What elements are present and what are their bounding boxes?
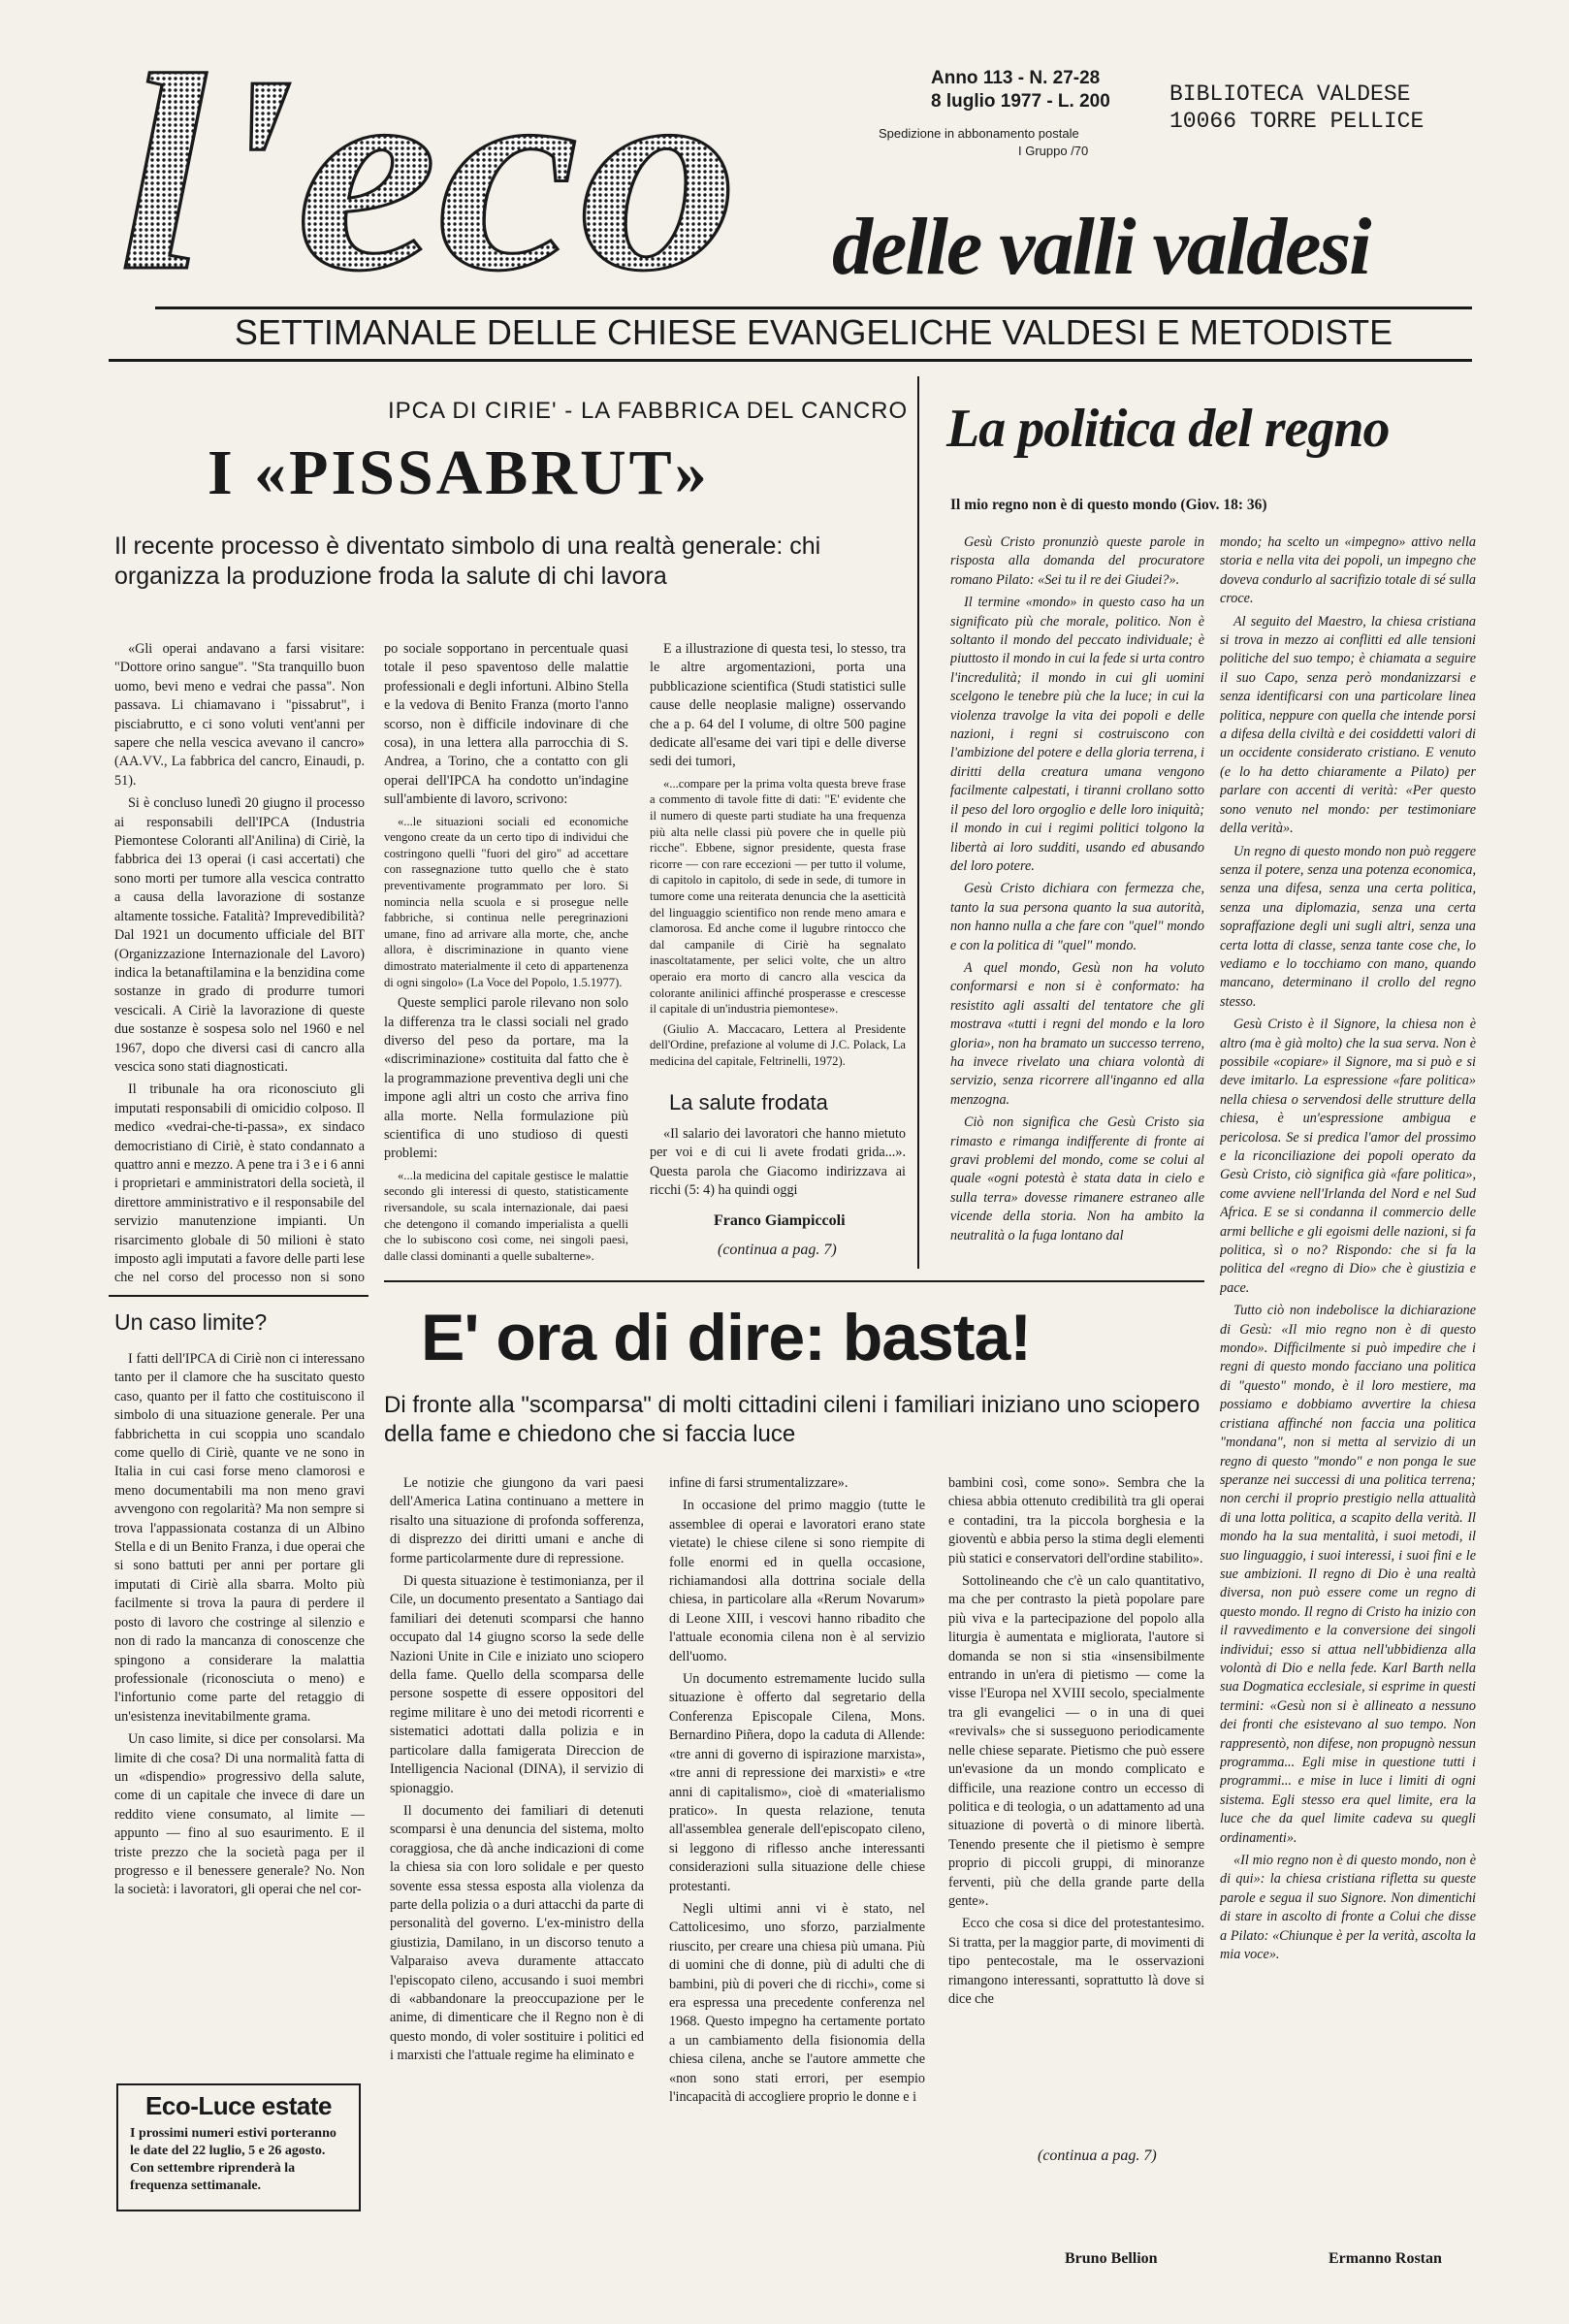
article1-author: Franco Giampiccoli <box>714 1212 846 1229</box>
eco-luce-box <box>116 2083 361 2211</box>
library-stamp-line1: BIBLIOTECA VALDESE <box>1169 81 1411 107</box>
article4-col2 <box>669 1474 925 2270</box>
article2-headline: La politica del regno <box>946 399 1390 459</box>
article3-p1: I fatti dell'IPCA di Ciriè non ci interessano tanto per il clamore che ha suscitato questo caso, quanto per il fatto che costituiscono il simbolo di una situazione generale. Per una fabbrichetta in cui scoppia uno scandalo come quello di Ciriè, quante ve ne sono in Italia in cui casi forse meno clamorosi e meno documentabili ma non meno gravi avvengono con regolarità? Ma non sempre si trova l'appassionata costanza di un Albino Stella e di un Benito Franza, i due operai che si sono battuti per anni per portare gli imputati di Ciriè alla sbarra. Molto più facilmente si trova la paura di perdere il posto di lavoro che costringe al silenzio e non di rado la mancanza di conoscenze che spingono a considerare la malattia professionale (riconosciuta o meno) e l'infortunio come parte del retaggio di un'esistenza inevitabilmente grama. <box>114 1351 365 1725</box>
issue-date: 8 luglio 1977 - L. 200 <box>931 91 1110 112</box>
article2-col2-p2: Al seguito del Maestro, la chiesa cristiana si trova in mezzo ai conflitti ed alle tensioni politiche del suo tempo; è chiamata a seguire il suo Capo, senza però mondanizzarsi e senza identificarsi con una particolare linea politica, neppure con quella che intende porsi a difesa della civiltà e dei cosiddetti valori di un occidente considerato cristiano. E venuto (e lo ha detto chiaramente a Pilato) per parlare con accenti di verità: «Per questo sono venuto nel mondo: per testimoniare della verità». <box>1220 613 1476 837</box>
article2-col1-p5: Ciò non significa che Gesù Cristo sia rimasto e rimanga indifferente di fronte ai gravi problemi del mondo, come se colui al quale «ogni potestà è stata data in cielo e sulla terra» dovesse rimanere estraneo alle vicende della storia. Non ha ambito la neutralità o la fuga lontano dal <box>950 1114 1204 1243</box>
eco-luce-text: I prossimi numeri estivi porteranno le date del 22 luglio, 5 e 26 agosto. Con settembre riprenderà la frequenza settimanale. <box>130 2126 336 2193</box>
article4-continuation: (continua a pag. 7) <box>1038 2147 1157 2164</box>
article1-col3-p1: E a illustrazione di questa tesi, lo stesso, tra le altre argomentazioni, porta una pubblicazione scientifica (Studi statistici sulle cause delle neoplasie maligne) osservando che a p. 64 del I volume, di oltre 500 pagine dedicate all'esame dei vari tipi e delle diverse sedi dei tumori, <box>650 641 906 770</box>
article1-headline: I «PISSABRUT» <box>208 437 710 508</box>
library-stamp-line2: 10066 TORRE PELLICE <box>1169 109 1425 134</box>
article2-divider <box>917 376 919 1269</box>
masthead-logo <box>109 35 807 307</box>
masthead-rule-top <box>155 307 1472 309</box>
article1-subhead: La salute frodata <box>669 1090 828 1114</box>
article1-col3 <box>650 640 906 1072</box>
article1-kicker: IPCA DI CIRIE' - LA FABBRICA DEL CANCRO <box>388 398 909 424</box>
article2-col2-p5: Tutto ciò non indebolisce la dichiarazione di Gesù: «Il mio regno non è di questo mondo». Difficilmente si può impedire che i regni di questo mondo facciano una politica di "questo" mondo, è il loro mestiere, ma possiamo e dobbiamo avvertire la chiesa cristiana affinché non faccia una politica "mondana", non si metta al servizio di un regno di questo "mondo" e non ponga le sue speranze nei successi di una politica terrena; non cerchi il proprio prestigio nella attualità di una lotta politica, a scapito della verità. Il mondo ha la sua mentalità, i suoi metodi, il suo linguaggio, i suoi interessi, i suoi fini e le sue ambizioni. Il regno di Dio è una realtà diversa, non può essere come un regno di questo mondo. Il regno di Cristo ha inizio con il ravvedimento e la conversione dei singoli individui; esso si attua nell'ubbidienza alla volontà di Dio e nella fede. Karl Barth nella sua Dogmatica ecclesiale, si esprime in questi termini: «Gesù non si è allineato a nessuno dei fronti che esistevano al suo tempo. Non rappresentò, non difese, non propugnò nessun programma... Egli mise in questione tutti i programmi... e mise in luce i limiti di ogni sistema. Egli stesso era quel limite, era la luce che da quel limite cadeva su quegli ordinamenti». <box>1220 1303 1476 1846</box>
article1-col2-quote: «...le situazioni sociali ed economiche vengono create da un certo tipo di individui che costringono quelli "fuori del giro" ad accettare con rassegnazione tutto quello che è stato preventivamente programmato per loro. Si nomincia nella scuola e si prosegue nelle fabbriche, si continua nelle peregrinazioni umane, fino ad arrivare alla morte, che, anche allora, è discriminazione in quanto viene dimostrato materialmente il ceto di appartenenza di ogni singolo» (La Voce del Popolo, 1.5.1977). <box>384 814 628 989</box>
article1-col2-quote2: «...la medicina del capitale gestisce le malattie secondo gli interessi di questo, statisticamente riversandole, su scala internazionale, dai paesi che detengono il comando imperialista a quelli che lo subiscono così come, nei singoli paesi, dalle classi dominanti a quelle subalterne». <box>384 1168 628 1263</box>
article1-continuation: (continua a pag. 7) <box>718 1242 837 1258</box>
article2-col2-p6: «Il mio regno non è di questo mondo, non è di qui»: la chiesa cristiana rifletta su queste parole e segua il suo Signore. Non dimentichi di stare in ascolto di fronte a Colui che disse a Pilato: «Chiunque è per la verità, ascolta la mia voce». <box>1220 1853 1476 1963</box>
article2-col1-p2: Il termine «mondo» in questo caso ha un significato più che morale, politico. Non è soltanto il mondo del peccato individuale; è piuttosto il mondo in cui la fede si urta contro l'incredulità; il mondo in cui gli uomini scelgono le tenebre più che la luce; in cui la violenza travolge la vita dei popoli e delle nazioni, i regni si costruiscono con l'ambizione del potere e della gloria terrena, i diritti della creatura umana vengono facilmente calpestati, i tiranni crollano sotto il peso del loro orgoglio e delle loro iniquità; il mondo in cui i regimi politici tolgono la libertà ai loro sudditi, usando ed abusando del loro potere. <box>950 595 1204 874</box>
article4-col2-p3: Un documento estremamente lucido sulla situazione è offerto dal segretario della Conferenza Episcopale Cilena, Mons. Bernardino Piñera, dopo la caduta di Allende: «tre anni di governo di ispirazione marxista», «tre anni di repressione dei marxisti» e «tre anni di capitalismo», cioè di «materialismo pratico». In questa relazione, tenuta all'assemblea generale dell'episcopato cileno, si leggono di riflesso anche interessanti considerazioni sulla situazione delle chiese protestanti. <box>669 1671 925 1894</box>
issue-number: Anno 113 - N. 27-28 <box>931 68 1101 88</box>
article1-deck: Il recente processo è diventato simbolo di una realtà generale: chi organizza la produzione froda la salute di chi lavora <box>114 533 821 590</box>
postal-group: I Gruppo /70 <box>1018 144 1089 158</box>
postal-line: Spedizione in abbonamento postale <box>879 126 1079 141</box>
eco-luce-title: Eco-Luce estate <box>145 2091 332 2120</box>
article2-col2-p4: Gesù Cristo è il Signore, la chiesa non è altro (ma è già molto) che la sua serva. Non è possibile «copiare» il Signore, ma si può e si deve imitarlo. La espressione «fare politica» nella chiesa o servendosi delle strutture della chiesa, è un'espressione ambigua e pericolosa. Se si predica l'amor del prossimo e la riconciliazione dei popoli operato da Gesù Cristo, ciò significa già «fare politica», come avviene nell'Irlanda del Nord e nel Sud Africa. E se si condanna il commercio delle armi belliche e gli egoismi delle nazioni, si fa politica, sì o no? Rispondo: che si fa la politica del «regno di Dio» che è giustizia e pace. <box>1220 1017 1476 1296</box>
article1-col1-p3: Il tribunale ha ora riconosciuto gli imputati responsabili di omicidio colposo. Il medico «vedrai-che-ti-passa», ex sindaco democristiano di Ciriè, è stato condannato a quattro anni e mezzo. A pene tra i 3 e i 6 anni i proprietari e amministratori della società, il direttore amministrativo e il responsabile del servizio manutenzione impianti. Un risarcimento globale di 50 milioni è stato imposto agli imputati a favore delle parti lese che nel corso del processo non si sono <box>114 1081 365 1285</box>
svg-text:l'eco: l'eco <box>118 35 739 307</box>
article4-headline: E' ora di dire: basta! <box>421 1301 1031 1374</box>
article1-col3b <box>650 1125 906 1203</box>
article2-col1-p3: Gesù Cristo dichiara con fermezza che, tanto la sua persona quanto la sua autorità, non hanno nulla a che fare con "quel" mondo e con la politica di "quel" mondo. <box>950 881 1204 953</box>
article1-col2-p2: Queste semplici parole rilevano non solo la differenza tra le classi sociali nel grado diverso del peso da portare, ma la «discriminazione» costituita dal fatto che è la programmazione preventiva degli uni che impone agli altri un costo che arriva fino alla morte. Nella formulazione più scientifica di uno studioso di questi problemi: <box>384 995 628 1162</box>
article4-col2-p1: infine di farsi strumentalizzare». <box>669 1475 849 1491</box>
article2-col2 <box>1220 533 1476 2207</box>
article2-col1-p4: A quel mondo, Gesù non ha voluto conformarsi e non si è conformato: ha resistito agli assalti del tentatore che gli mostrava «tutti i regni del mondo e la loro gloria», non ha bramato un successo terreno, ha invece rivelato una chiara volontà di servizio, senza ricorrere all'inganno ed alla menzogna. <box>950 959 1204 1108</box>
article4-col3-p1: bambini così, come sono». Sembra che la chiesa abbia ottenuto credibilità tra gli operai e contadini, tra la piccola borghesia e la gioventù e abbia perso la stima degli elementi più statici e conservatori dell'ordine stabilito». <box>948 1475 1204 1566</box>
article2-epigraph: Il mio regno non è di questo mondo (Giov. 18: 36) <box>950 497 1267 513</box>
article1-col2-p1: po sociale sopportano in percentuale quasi totale il peso spaventoso delle malattie professionali e degli infortuni. Albino Stella e la vedova di Benito Franza (morto l'anno scorso, non è difficile indovinare di che cosa), in una lettera alla parrocchia di S. Andrea, a Torino, che a contatto con gli operai dell'IPCA ha condotto un'indagine sull'ambiente di lavoro, scrivono: <box>384 641 628 808</box>
article1-col3-quote: «...compare per la prima volta questa breve frase a commento di tavole fitte di dati: "E' evidente che il numero di queste parti studiate ha una frequenza più alta nelle classi più povere che in quelle più ricche". Ebbene, signor presidente, questa frase ricorre — con rare eccezioni — per tutto il volume, di capitolo in capitolo, di sede in sede, di tumore in tumore come una reiterata denuncia che la asetticità del linguaggio scientifico non rende meno amara e clamorosa. Ed anche come il lugubre rintocco che dal campanile di Ciriè ha segnalato inascoltatamente, per selici volte, che un altro operaio era morto di cancro alla vescica da colorante anilinici affinché prosperasse e crescesse il capitale di un'industria piemontese». <box>650 776 906 1017</box>
article4-author: Bruno Bellion <box>1065 2250 1158 2267</box>
article4-col3 <box>948 1474 1204 2134</box>
article2-col1-p1: Gesù Cristo pronunziò queste parole in risposta alla domanda del procuratore romano Pilato: «Sei tu il re dei Giudei?». <box>950 534 1204 588</box>
article1-col1-p2: Si è concluso lunedì 20 giugno il processo ai responsabili dell'IPCA (Industria Piemontese Coloranti all'Anilina) di Ciriè, la fabbrica dei 13 operai (i casi accertati) che sono morti per tumore alla vescica contratto a causa della lavorazione di sostanze altamente tossiche. Fatalità? Imprevedibilità? Dal 1921 un documento ufficiale del BIT (Organizzazione Internazionale del Lavoro) indica la betanaftilamina e la benzidina come sostanze in grado di produrre tumori vescicali. A Ciriè la lavorazione di queste due sostanze è sospesa solo nel 1960 e nel 1967, dopo che diversi casi di cancro alla vescica sono stati diagnosticati. <box>114 795 365 1075</box>
article4-col2-p4: Negli ultimi anni vi è stato, nel Cattolicesimo, uno sforzo, parzialmente riuscito, per creare una chiesa più umana. Più di uomini che di donne, più di adulti che di bambini, più di poveri che di ricchi», come si era espressa una precedente conferenza nel 1968. Questo impegno ha certamente portato a un cambiamento della fisionomia della chiesa cilena, anche se l'autore ammette che «non sono stati errori, per esempio l'incapacità di accogliere proprio le donne e i <box>669 1900 925 2105</box>
article1-col3-cite: (Giulio A. Maccacaro, Lettera al Presidente dell'Ordine, prefazione al volume di J.C. Polack, La medicina del capitale, Feltrinelli, 1972). <box>650 1021 906 1068</box>
article1-col2 <box>384 640 628 1285</box>
article3-p2: Un caso limite, si dice per consolarsi. Ma limite di che cosa? Di una normalità fatta di un «dispendio» progressivo della salute, come di un capitale che invece di dare un reddito viene consumato, al limite — appunto — fino al suo esaurimento. E il triste prezzo che la società paga per il progresso e il benessere generale? No. Non la società: i lavoratori, gli operai che nel cor- <box>114 1731 365 1898</box>
article3-kicker: Un caso limite? <box>114 1309 268 1335</box>
masthead-rule-bottom <box>109 359 1472 362</box>
masthead-subtitle: delle valli valdesi <box>832 202 1370 292</box>
article1-col1-p1: «Gli operai andavano a farsi visitare: "Dottore orino sangue". "Sta tranquillo buon uomo, bevi meno e vedrai che passa". Non passava. Li chiamavano i "pissabrut", i pisciabrutto, e ci sono voluti vent'anni per sapere che nella vescica avevano il cancro» (AA.VV., La fabbrica del cancro, Einaudi, p. 51). <box>114 641 365 789</box>
article4-col1-p1: Le notizie che giungono da vari paesi dell'America Latina continuano a mettere in risalto una situazione di profonda sofferenza, di disprezzo dei diritti umani e anche di forme particolarmente dure di repressione. <box>390 1475 644 1566</box>
article2-col2-p3: Un regno di questo mondo non può reggere senza il potere, senza una potenza economica, senza una difesa, senza una certa politica, senza una diplomazia, senza una certa sopraffazione degli uni sugli altri, senza una certa lotta di classe, senza tante cose che, lo vediamo e lo tocchiamo con mano, quando mancano, determinano il crollo del regno stesso. <box>1220 843 1476 1010</box>
article2-col1 <box>950 533 1204 1290</box>
article4-col3-p2: Sottolineando che c'è un calo quantitativo, ma che per contrasto la pietà popolare pare più viva e la partecipazione del popolo alla liturgia è aumentata e migliorata, l'autore si domanda se non si stia «insensibilmente entrando in un'era di pietismo — come la visse l'Europa nel XVIII secolo, specialmente tra gli evangelici — o in una di quei «revivals» che si susseguono periodicamente nelle chiese separate. Pietismo che può essere un'evasione da un mondo complicato e difficile, una reazione contro un eccesso di politica e di teologia, o un adattamento ad una situazione di povertà o di minore libertà. Tenendo presente che il pietismo è sempre proprio di piccoli gruppi, di minoranze ferventi, più che della grande parte della gente». <box>948 1573 1204 1909</box>
article4-col3-p3: Ecco che cosa si dice del protestantesimo. Si tratta, per la maggior parte, di movimenti di tipo pentecostale, ma le osservazioni rimangono interessanti, soprattutto là dove si dice che <box>948 1916 1204 2007</box>
article3-text <box>114 1350 365 2073</box>
article4-col1-p2: Di questa situazione è testimonianza, per il Cile, un documento presentato a Santiago dai familiari dei detenuti scomparsi che hanno occupato dal 14 giugno scorso la sede delle Nazioni Unite in Cile e iniziato uno sciopero della fame. Quello della scomparsa delle persone sospette di essere oppositori del regime militare è uno dei metodi ricorrenti e sistematici adottati dalla polizia e in particolare dalla famigerata Direccion de Intelligencia Nacional (DINA), il servizio di spionaggio. <box>390 1573 644 1796</box>
article4-deck: Di fronte alla "scomparsa" di molti cittadini cileni i familiari iniziano uno sciopero della fame e chiedono che si faccia luce <box>384 1392 1201 1447</box>
article4-col1 <box>390 1474 644 2270</box>
article2-author: Ermanno Rostan <box>1329 2250 1442 2267</box>
article4-col1-p3: Il documento dei familiari di detenuti scomparsi è una denuncia del sistema, molto coraggiosa, che dà anche indicazioni di come la chiesa sia con loro solidale e per questo sovente essa stessa esposta alla violenza da parte della polizia o a duri attacchi da parte di personalità del governo. L'ex-ministro della giustizia, Damilano, in un discorso tenuto a Valparaiso aveva duramente attaccato l'episcopato cileno, accusando i suoi membri di «abbandonare la preoccupazione per le anime, di dimenticare che il Regno non è di questo mondo, di voler sostituire i politici ed i marxisti che l'attuale regime ha eliminato e <box>390 1802 644 2064</box>
article1-subhead-text: «Il salario dei lavoratori che hanno mietuto per voi e di cui li avete frodati grida...». Questa parola che Giacomo indirizzava ai ricchi (5: 4) ha quindi oggi <box>650 1126 906 1199</box>
masthead-tagline: SETTIMANALE DELLE CHIESE EVANGELICHE VALDESI E METODISTE <box>234 312 1393 352</box>
article4-col2-p2: In occasione del primo maggio (tutte le assemblee di operai e lavoratori erano state vietate) le chiese cilene si sono riempite di folle enormi ed in quella occasione, richiamandosi alla dottrina sociale della chiesa, in particolare alla «Rerum Novarum» di Leone XIII, i vescovi hanno ribadito che l'attuale economia cilena non è al servizio dell'uomo. <box>669 1498 925 1664</box>
article4-rule <box>384 1280 1204 1282</box>
article3-rule <box>109 1295 368 1297</box>
article2-col2-p1: mondo; ha scelto un «impegno» attivo nella storia e nella vita dei popoli, un impegno che doveva condurlo al sacrifizio totale di sé sulla croce. <box>1220 534 1476 607</box>
article1-col1 <box>114 640 365 1285</box>
